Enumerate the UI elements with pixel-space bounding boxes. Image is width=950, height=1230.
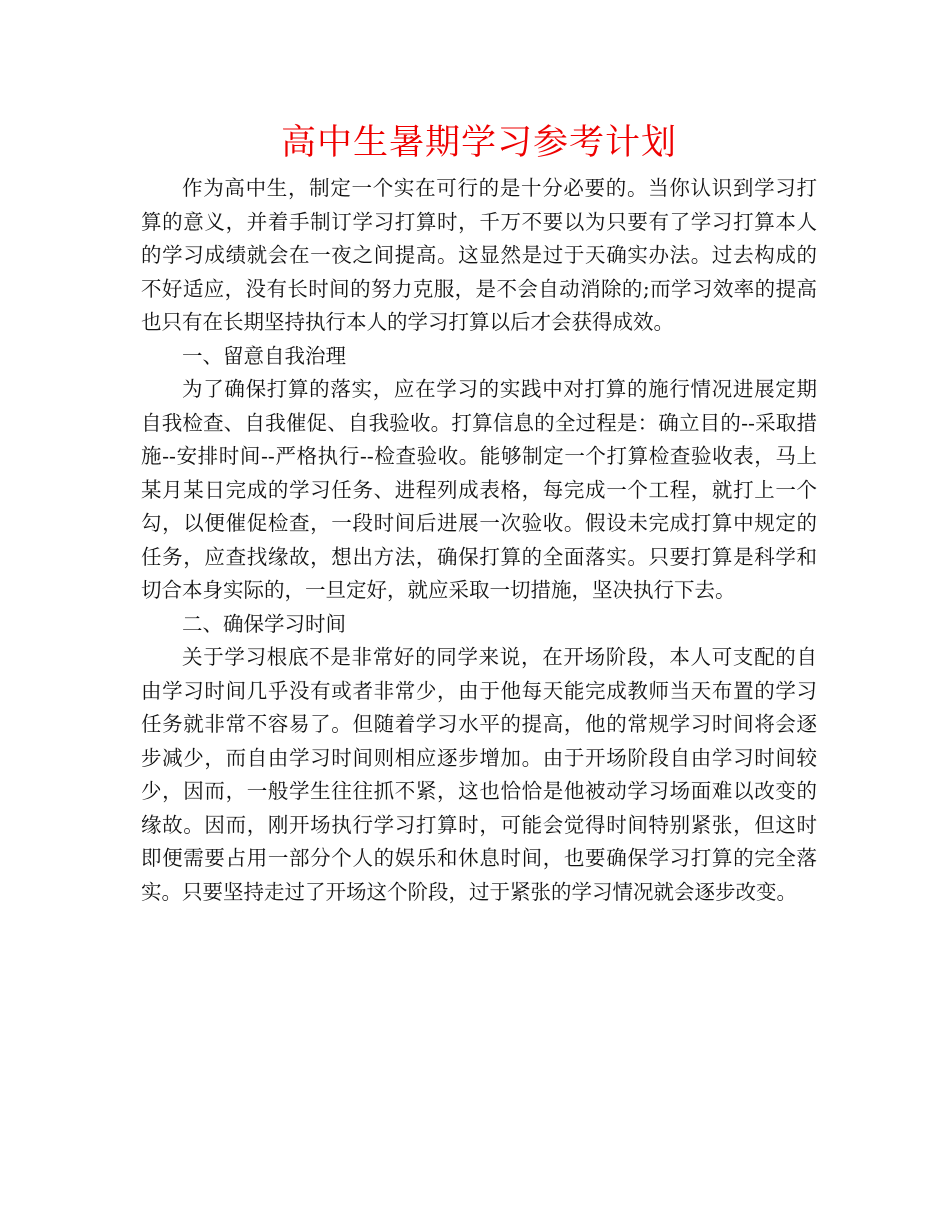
paragraph-self-management: 为了确保打算的落实，应在学习的实践中对打算的施行情况进展定期自我检查、自我催促、自我验收。打算信息的全过程是：确立目的--采取措施--安排时间--严格执行--检查验收。能够制定一个打算检查验收表，马上某月某日完成的学习任务、进程列成表格，每完成一个工程，就打上一个勾，以便催促检查，一段时间后进展一次验收。假设未完成打算中规定的任务，应查找缘故，想出方法，确保打算的全面落实。只要打算是科学和切合本身实际的，一旦定好，就应采取一切措施，坚决执行下去。: [141, 377, 817, 602]
paragraph-intro: 作为高中生，制定一个实在可行的是十分必要的。当你认识到学习打算的意义，并着手制订学习打算时，千万不要以为只要有了学习打算本人的学习成绩就会在一夜之间提高。这显然是过于天确实办法。过去构成的不好适应，没有长时间的努力克服，是不会自动消除的;而学习效率的提高也只有在长期坚持执行本人的学习打算以后才会获得成效。: [141, 176, 817, 334]
paragraph-study-time: 关于学习根底不是非常好的同学来说，在开场阶段，本人可支配的自由学习时间几乎没有或者非常少，由于他每天能完成教师当天布置的学习任务就非常不容易了。但随着学习水平的提高，他的常规学习时间将会逐步减少，而自由学习时间则相应逐步增加。由于开场阶段自由学习时间较少，因而，一般学生往往抓不紧，这也恰恰是他被动学习场面难以改变的缘故。因而，刚开场执行学习打算时，可能会觉得时间特别紧张，但这时即便需要占用一部分个人的娱乐和休息时间，也要确保学习打算的完全落实。只要坚持走过了开场这个阶段，过于紧张的学习情况就会逐步改变。: [141, 645, 817, 904]
section-heading-study-time: 二、确保学习时间: [182, 611, 346, 636]
document-page: [141, 118, 817, 909]
section-heading-self-management: 一、留意自我治理: [182, 343, 346, 368]
document-title: 高中生暑期学习参考计划: [280, 123, 677, 163]
